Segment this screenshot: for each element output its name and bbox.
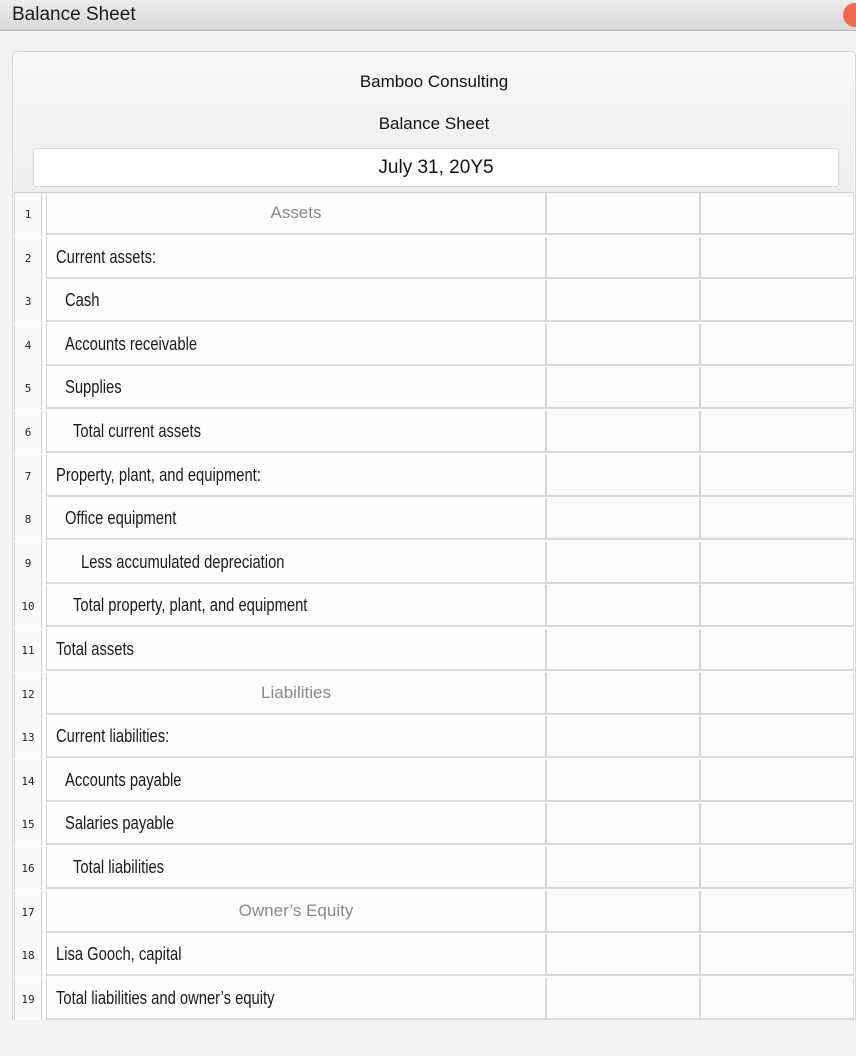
statement-header xyxy=(14,52,854,194)
amount-cell-2[interactable] xyxy=(700,629,854,671)
amount-cell-1[interactable] xyxy=(546,280,700,322)
amount-cell-2[interactable] xyxy=(700,847,854,889)
amount-cell-1[interactable] xyxy=(546,891,700,933)
amount-cell-1[interactable] xyxy=(546,498,700,540)
company-name: Bamboo Consulting xyxy=(359,72,509,91)
account-label: Total current assets xyxy=(73,421,201,441)
account-label: Lisa Gooch, capital xyxy=(56,944,182,965)
amount-cell-1[interactable] xyxy=(546,237,700,279)
table-row xyxy=(14,237,854,280)
row-number: 9 xyxy=(14,542,42,585)
table-row xyxy=(14,760,854,803)
amount-cell-1[interactable] xyxy=(546,542,700,584)
title-bar xyxy=(0,0,856,31)
account-label: Office equipment xyxy=(65,508,177,529)
label-cell[interactable] xyxy=(46,324,546,366)
label-cell[interactable] xyxy=(46,891,546,933)
label-cell[interactable] xyxy=(46,237,546,279)
label-cell[interactable] xyxy=(46,280,546,322)
label-cell[interactable] xyxy=(46,673,546,715)
label-cell[interactable] xyxy=(46,760,546,802)
table-row xyxy=(14,498,854,541)
table-row xyxy=(14,673,854,716)
table-row xyxy=(14,411,854,454)
amount-cell-1[interactable] xyxy=(546,455,700,497)
amount-cell-1[interactable] xyxy=(546,978,700,1020)
row-number: 1 xyxy=(14,193,42,236)
account-label: Current liabilities: xyxy=(56,726,170,747)
amount-cell-2[interactable] xyxy=(700,542,854,584)
label-cell[interactable] xyxy=(46,542,546,584)
amount-cell-2[interactable] xyxy=(700,237,854,279)
table-row xyxy=(14,585,854,628)
label-cell[interactable] xyxy=(46,629,546,671)
row-number: 7 xyxy=(14,455,42,498)
row-number: 5 xyxy=(14,367,42,410)
amount-cell-1[interactable] xyxy=(546,193,700,235)
table-row xyxy=(14,716,854,759)
row-number: 12 xyxy=(14,673,42,716)
row-number: 19 xyxy=(14,978,42,1021)
account-label: Salaries payable xyxy=(65,813,175,834)
account-label: Current assets: xyxy=(56,246,157,267)
label-cell[interactable] xyxy=(46,847,546,889)
table-row xyxy=(14,978,854,1021)
row-number: 16 xyxy=(14,847,42,890)
section-heading: Liabilities xyxy=(261,682,331,702)
close-button[interactable] xyxy=(843,3,856,27)
row-number: 4 xyxy=(14,324,42,367)
label-cell[interactable] xyxy=(46,585,546,627)
row-number: 14 xyxy=(14,760,42,803)
balance-sheet-grid xyxy=(14,192,854,1008)
account-label: Total assets xyxy=(56,639,134,659)
row-number: 10 xyxy=(14,585,42,628)
row-number: 3 xyxy=(14,280,42,323)
amount-cell-2[interactable] xyxy=(700,716,854,758)
account-label: Less accumulated depreciation xyxy=(81,551,285,572)
table-row xyxy=(14,803,854,846)
account-label: Total property, plant, and equipment xyxy=(73,595,308,616)
label-cell[interactable] xyxy=(46,367,546,409)
amount-cell-1[interactable] xyxy=(546,760,700,802)
amount-cell-1[interactable] xyxy=(546,847,700,889)
label-cell[interactable] xyxy=(46,978,546,1020)
label-cell[interactable] xyxy=(46,803,546,845)
row-number: 8 xyxy=(14,498,42,541)
row-number: 13 xyxy=(14,716,42,759)
amount-cell-1[interactable] xyxy=(546,934,700,976)
amount-cell-2[interactable] xyxy=(700,760,854,802)
amount-cell-2[interactable] xyxy=(700,498,854,540)
label-cell[interactable] xyxy=(46,411,546,453)
amount-cell-1[interactable] xyxy=(546,367,700,409)
amount-cell-2[interactable] xyxy=(700,280,854,322)
label-cell[interactable] xyxy=(46,193,546,235)
row-number: 17 xyxy=(14,891,42,934)
amount-cell-2[interactable] xyxy=(700,411,854,453)
amount-cell-1[interactable] xyxy=(546,716,700,758)
label-cell[interactable] xyxy=(46,934,546,976)
amount-cell-2[interactable] xyxy=(700,324,854,366)
amount-cell-2[interactable] xyxy=(700,673,854,715)
statement-date: July 31, 20Y5 xyxy=(378,157,494,178)
amount-cell-2[interactable] xyxy=(700,891,854,933)
table-row xyxy=(14,891,854,934)
section-heading: Owner’s Equity xyxy=(238,900,354,920)
amount-cell-2[interactable] xyxy=(700,455,854,497)
account-label: Total liabilities and owner’s equity xyxy=(56,987,275,1008)
account-label: Property, plant, and equipment: xyxy=(56,464,261,485)
account-label: Total liabilities xyxy=(73,857,165,877)
account-label: Supplies xyxy=(65,377,122,398)
row-number: 15 xyxy=(14,803,42,846)
table-row xyxy=(14,324,854,367)
table-row xyxy=(14,629,854,672)
date-field[interactable] xyxy=(33,148,839,187)
table-row xyxy=(14,847,854,890)
table-row xyxy=(14,280,854,323)
table-row xyxy=(14,455,854,498)
amount-cell-2[interactable] xyxy=(700,934,854,976)
amount-cell-1[interactable] xyxy=(546,411,700,453)
table-row xyxy=(14,193,854,236)
label-cell[interactable] xyxy=(46,455,546,497)
amount-cell-1[interactable] xyxy=(546,324,700,366)
window-title: Balance Sheet xyxy=(12,4,136,25)
label-cell[interactable] xyxy=(46,498,546,540)
amount-cell-2[interactable] xyxy=(700,585,854,627)
amount-cell-2[interactable] xyxy=(700,367,854,409)
row-number: 18 xyxy=(14,934,42,977)
footer-strip xyxy=(0,1020,856,1056)
row-number: 6 xyxy=(14,411,42,454)
amount-cell-2[interactable] xyxy=(700,193,854,235)
section-heading: Assets xyxy=(270,203,322,222)
table-row xyxy=(14,934,854,977)
amount-cell-1[interactable] xyxy=(546,673,700,715)
label-cell[interactable] xyxy=(46,716,546,758)
amount-cell-1[interactable] xyxy=(546,629,700,671)
amount-cell-2[interactable] xyxy=(700,803,854,845)
amount-cell-1[interactable] xyxy=(546,585,700,627)
amount-cell-2[interactable] xyxy=(700,978,854,1020)
account-label: Cash xyxy=(65,290,100,311)
row-number: 2 xyxy=(14,237,42,280)
account-label: Accounts receivable xyxy=(65,333,198,354)
account-label: Accounts payable xyxy=(65,769,182,790)
row-number: 11 xyxy=(14,629,42,672)
table-row xyxy=(14,367,854,410)
statement-title: Balance Sheet xyxy=(378,114,490,133)
amount-cell-1[interactable] xyxy=(546,803,700,845)
table-row xyxy=(14,542,854,585)
